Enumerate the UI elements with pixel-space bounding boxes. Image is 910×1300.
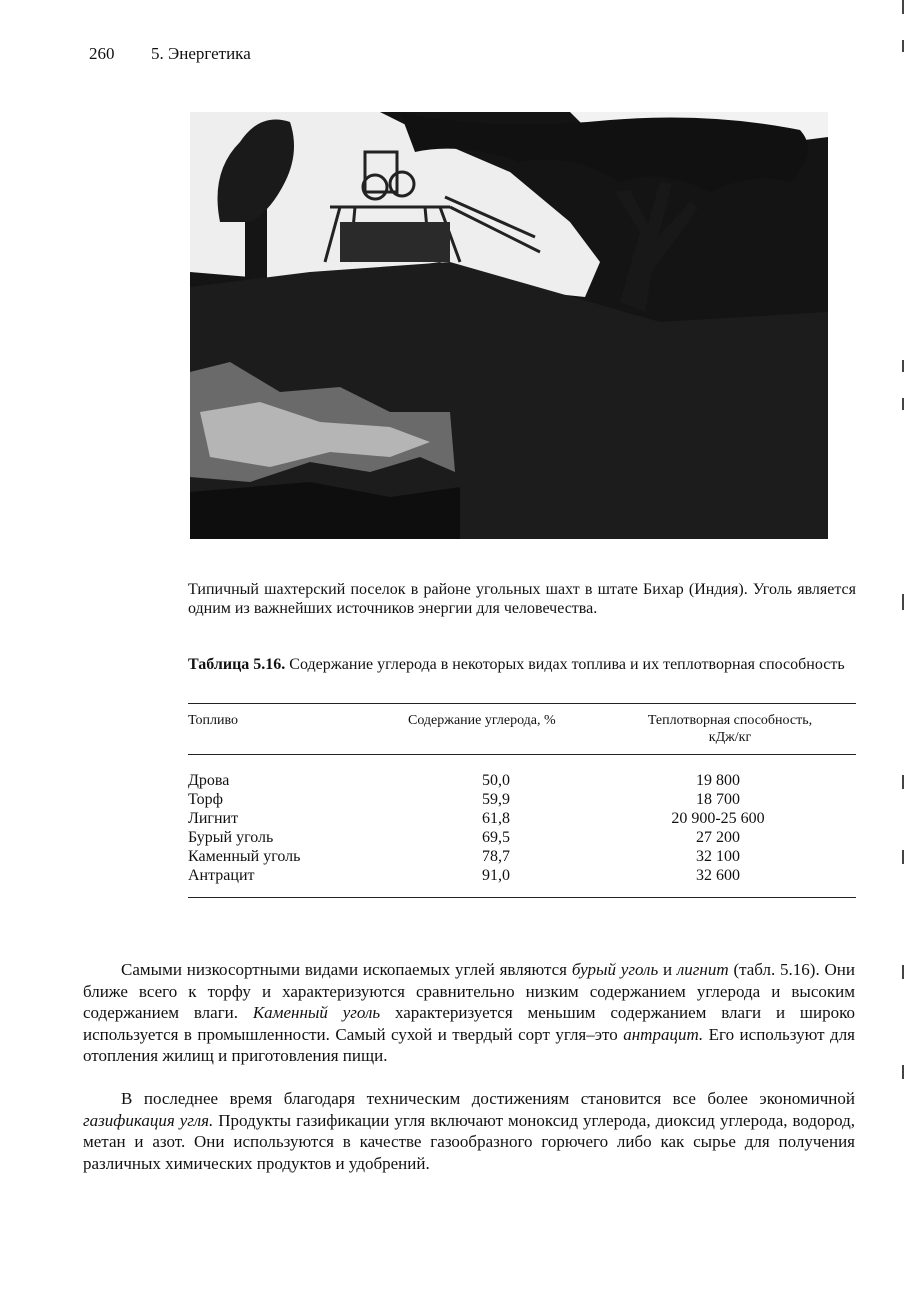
term-anthracite: антрацит. (623, 1024, 704, 1044)
scan-edge-mark (902, 398, 904, 410)
scan-edge-mark (902, 360, 904, 372)
table-bottom-rule (188, 897, 856, 898)
scan-edge-mark (902, 850, 904, 864)
table-header-rule (188, 754, 856, 755)
cell-fuel: Лигнит (188, 810, 239, 827)
table-row (188, 791, 856, 810)
header-heat-line2: кДж/кг (708, 730, 752, 745)
scan-edge-mark (902, 40, 904, 52)
section-title: 5. Энергетика (151, 44, 251, 63)
paragraph-text (83, 959, 855, 1067)
table-row (188, 772, 856, 791)
term-lignite: лигнит (676, 960, 729, 979)
header-fuel: Топливо (188, 713, 238, 728)
text-run: характеризуется меньшим содержанием влаги и широко используется в промышленности. Самый сухой и твердый сорт угля–это (83, 1003, 855, 1044)
cell-carbon: 91,0 (482, 867, 510, 884)
cell-carbon: 59,9 (482, 791, 510, 808)
header-heat-line1: Теплотворная способность, (647, 713, 813, 728)
cell-heat: 32 100 (696, 848, 740, 865)
table-caption (188, 655, 856, 674)
mining-village-photo (190, 112, 828, 539)
cell-heat: 27 200 (696, 829, 740, 846)
cell-carbon: 78,7 (482, 848, 510, 865)
cell-fuel: Торф (188, 791, 223, 808)
cell-fuel: Каменный уголь (188, 848, 301, 865)
cell-heat: 20 900-25 600 (671, 810, 765, 827)
table-row (188, 829, 856, 848)
cell-fuel: Дрова (188, 772, 230, 789)
cell-heat: 32 600 (696, 867, 740, 884)
text-run: Его используют для отопления жилищ и приготовления пищи. (83, 1024, 855, 1066)
text-run: (табл. 5.16). Они ближе всего к торфу и характеризуются сравнительно низким содержанием углерода и высоким содержанием влаги. (83, 960, 855, 1023)
term-brown-coal: бурый уголь (571, 960, 659, 979)
photo-caption: Типичный шахтерский поселок в районе угольных шахт в штате Бихар (Индия). Уголь является одним из важнейших источников энергии для человечества. (188, 581, 856, 617)
cell-carbon: 69,5 (482, 829, 510, 846)
table-label: Таблица 5.16. (188, 656, 286, 673)
paragraph-text (83, 1088, 855, 1174)
term-coal-gasification: газификация угля. (83, 1110, 214, 1130)
scan-edge-mark (902, 0, 904, 14)
table-row (188, 810, 856, 829)
scan-edge-mark (902, 594, 904, 610)
page-number: 260 (89, 44, 115, 63)
text-run: Продукты газификации угля включают моноксид углерода, диоксид углерода, водород, метан и азот. Они используются в качестве газообразного горючего либо как сырье для получения различных химических продуктов и удобрений. (83, 1110, 855, 1173)
running-header (89, 44, 251, 64)
header-carbon: Содержание углерода, % (408, 713, 556, 728)
scan-edge-mark (902, 1065, 904, 1079)
cell-carbon: 61,8 (482, 810, 510, 827)
text-run: и (658, 960, 677, 979)
header-heat (620, 712, 840, 746)
cell-fuel: Бурый уголь (188, 829, 274, 846)
cell-carbon: 50,0 (482, 772, 510, 789)
table-row (188, 848, 856, 867)
scan-edge-mark (902, 965, 904, 979)
body-paragraph-2 (83, 1088, 855, 1174)
scan-edge-mark (902, 775, 904, 789)
table-title: Содержание углерода в некоторых видах топлива и их теплотворная способность (289, 656, 845, 673)
term-hard-coal: Каменный уголь (252, 1003, 381, 1023)
cell-heat: 18 700 (696, 791, 740, 808)
table-row (188, 867, 856, 886)
table-top-rule (188, 703, 856, 704)
body-paragraph-1 (83, 959, 855, 1067)
cell-fuel: Антрацит (188, 867, 255, 884)
text-run: В последнее время благодаря техническим достижениям становится все более экономичной (121, 1089, 855, 1108)
cell-heat: 19 800 (696, 772, 740, 789)
text-run: Самыми низкосортными видами ископаемых углей являются (121, 960, 572, 979)
